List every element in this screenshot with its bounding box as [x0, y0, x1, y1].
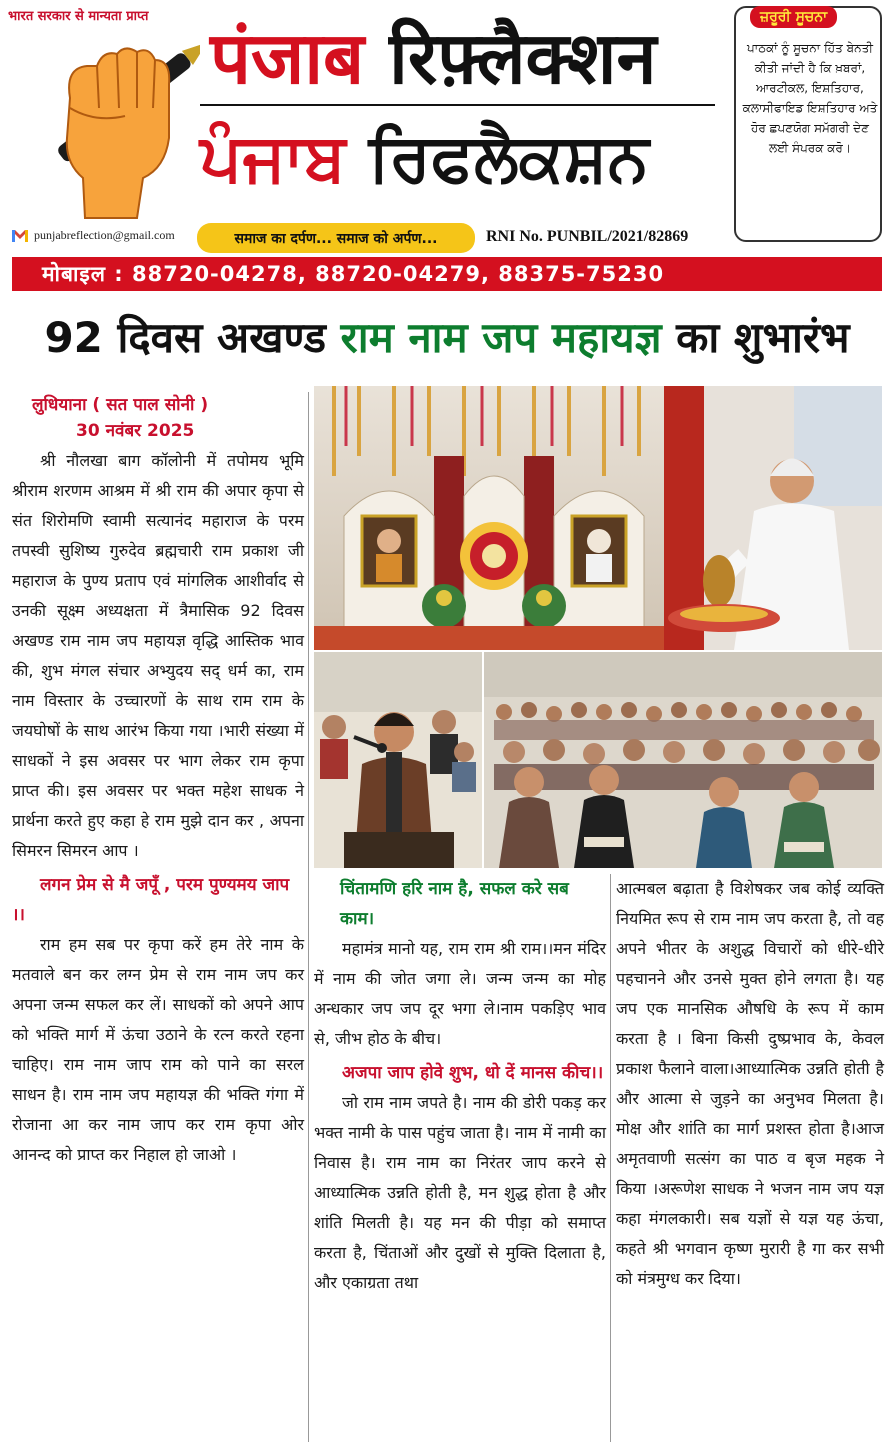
article-column-right — [616, 874, 884, 1294]
title-hindi-black: रिफ़्लैक्शन — [389, 16, 657, 100]
headline-part2: राम नाम जप महायज्ञ — [340, 313, 662, 362]
newspaper-title — [200, 12, 720, 212]
subheading-red: लगन प्रेम से मै जपूँ , परम पुण्यमय जाप ।। — [12, 875, 290, 925]
dateline-date: 30 नवंबर 2025 — [76, 421, 195, 441]
subheading-red-2: अजपा जाप होवे शुभ, धो दें मानस कीच।। — [342, 1063, 604, 1083]
article-paragraph-5: आत्मबल बढ़ाता है विशेषकर जब कोई व्यक्ति नियमित रूप से राम नाम जप करता है, तो वह अपने भीतर के अशुद्ध विचारों को धीरे-धीरे पहचानने और उनसे मुक्त होने लगता है। यह जप एक मानसिक औषधि के रूप में काम करता है । बिना किसी दुष्प्रभाव के, केवल प्रकाश फैलाने वाला।आध्यात्मिक उन्नति होती है और आत्मा से जुड़ने का अनुभव मिलता है।मोक्ष और शांति का मार्ग प्रशस्त होता है।आज अमृतवाणी सत्संग का पाठ व बृज महक ने किया ।अरूणेश साधक ने भजन नाम जप यज्ञ कहा मंगलकारी। सब यज्ञों से यज्ञ यह ऊंचा, कहते श्री भगवान कृष्ण मुरारी है गा कर सभी को मंत्रमुग्ध कर दिया। — [616, 879, 884, 1288]
dateline-place: लुधियाना ( सत पाल सोनी ) — [32, 395, 209, 415]
email-address: punjabreflection@gmail.com — [34, 228, 175, 242]
article-paragraph-4: जो राम नाम जपते है। नाम की डोरी पकड़ कर भक्त नामी के पास पहुंच जाता है। नाम में नामी का निवास है। राम नाम का निरंतर जाप करने से आध्यात्मिक उन्नति होती है, मन शुद्ध होता है और शांति मिलती है। यह मन की पीड़ा को समाप्त करता है, चिंताओं और दुखों से मुक्ति दिलाता है, और एकाग्रता तथा — [314, 1093, 606, 1292]
article-column-middle — [314, 874, 606, 1298]
rni-number: RNI No. PUNBIL/2021/82869 — [486, 228, 689, 245]
article-column-left — [12, 392, 304, 1170]
masthead — [0, 0, 894, 255]
email-row — [12, 228, 175, 243]
title-hindi — [210, 12, 656, 104]
title-divider — [200, 104, 715, 106]
column-divider — [308, 392, 309, 1442]
slogan-pill: समाज का दर्पण... समाज को अर्पण... — [197, 223, 475, 253]
singer-photo — [314, 652, 482, 868]
mobile-numbers: मोबाइल : 88720-04278, 88720-04279, 88375-75230 — [42, 262, 665, 286]
headline — [0, 306, 894, 370]
title-punjabi-red: ਪੰਜਾਬ — [200, 119, 346, 196]
title-punjabi-black: ਰਿਫਲੈਕਸ਼ਨ — [368, 119, 649, 196]
title-punjabi — [200, 112, 649, 204]
article-paragraph-1: श्री नौलखा बाग कॉलोनी में तपोमय भूमि श्रीराम शरणम आश्रम में श्री राम की अपार कृपा से संत शिरोमणि स्वामी सत्यानंद महाराज के परम तपस्वी सुशिष्य गुरुदेव ब्रह्मचारी राम प्रकाश जी महाराज के पुण्य प्रताप एवं मांगलिक आशीर्वाद से उनकी सूक्ष्म अध्यक्षता में त्रैमासिक 92 दिवस अखण्ड राम नाम जप महायज्ञ वृद्धि आस्तिक भाव की, शुभ मंगल संचार अभ्युदय सद् धर्म का, राम नाम विस्तार के उच्चारणों के साथ राम राम के जयघोषों के साथ आरंभ किया गया ।भारी संख्या में साधकों ने इस अवसर पर भाग लेकर राम कृपा प्राप्त की। इस अवसर पर भक्त महेश साधक ने प्रार्थना करते हुए कहा हे राम मुझे दान कर , अपना सिमरन सिमरन आप । — [12, 451, 304, 860]
title-hindi-red: पंजाब — [210, 16, 365, 100]
mobile-bar — [12, 257, 882, 291]
altar-photo — [314, 386, 882, 650]
notice-box — [734, 6, 882, 242]
notice-title: ਜ਼ਰੂਰੀ ਸੂਚਨਾ — [750, 6, 837, 28]
headline-part1: 92 दिवस अखण्ड — [44, 313, 326, 362]
congregation-photo — [484, 652, 882, 868]
headline-part3: का शुभारंभ — [676, 313, 850, 362]
gmail-icon — [12, 230, 28, 242]
article-paragraph-2: राम हम सब पर कृपा करें हम तेरे नाम के मतवाले बन कर लग्न प्रेम से राम नाम जप कर अपना जन्म सफल कर लें। साधकों को अपने आप को भक्ति मार्ग में ऊंचा उठाने के रत्न करते रहना चाहिए। राम नाम जाप राम को पाने का सरल साधन है। राम नाम जप महायज्ञ की भक्ति गंगा में रोजाना आ कर नाम जाप कर राम कृपा ओर आनन्द को प्राप्त कर निहाल हो जाओ । — [12, 935, 304, 1164]
article-paragraph-3: महामंत्र मानो यह, राम राम श्री राम।।मन मंदिर में नाम की जोत जगा ले। जन्म जन्म का मोह अन्धकार जप जप दूर भगा ले।नाम पकड़िए भाव से, जीभ होठ के बीच। — [314, 939, 606, 1048]
column-divider — [610, 874, 611, 1442]
fist-pen-logo — [25, 28, 200, 223]
notice-body: ਪਾਠਕਾਂ ਨੂੰ ਸੂਚਨਾ ਹਿੱਤ ਬੇਨਤੀ ਕੀਤੀ ਜਾਂਦੀ ਹੈ ਕਿ ਖ਼ਬਰਾਂ, ਆਰਟੀਕਲ, ਇਸ਼ਤਿਹਾਰ, ਕਲਾਸੀਫਾਇਡ ਇਸ਼ਤਿਹਾਰ ਅਤੇ ਹੋਰ ਛਪਣਯੋਗ ਸਮੱਗਰੀ ਦੇਣ ਲਈ ਸੰਪਰਕ ਕਰੋ। — [742, 41, 878, 155]
subheading-green: चिंतामणि हरि नाम है, सफल करे सब काम। — [340, 879, 569, 929]
recognition-text: भारत सरकार से मान्यता प्राप्त — [8, 9, 149, 24]
